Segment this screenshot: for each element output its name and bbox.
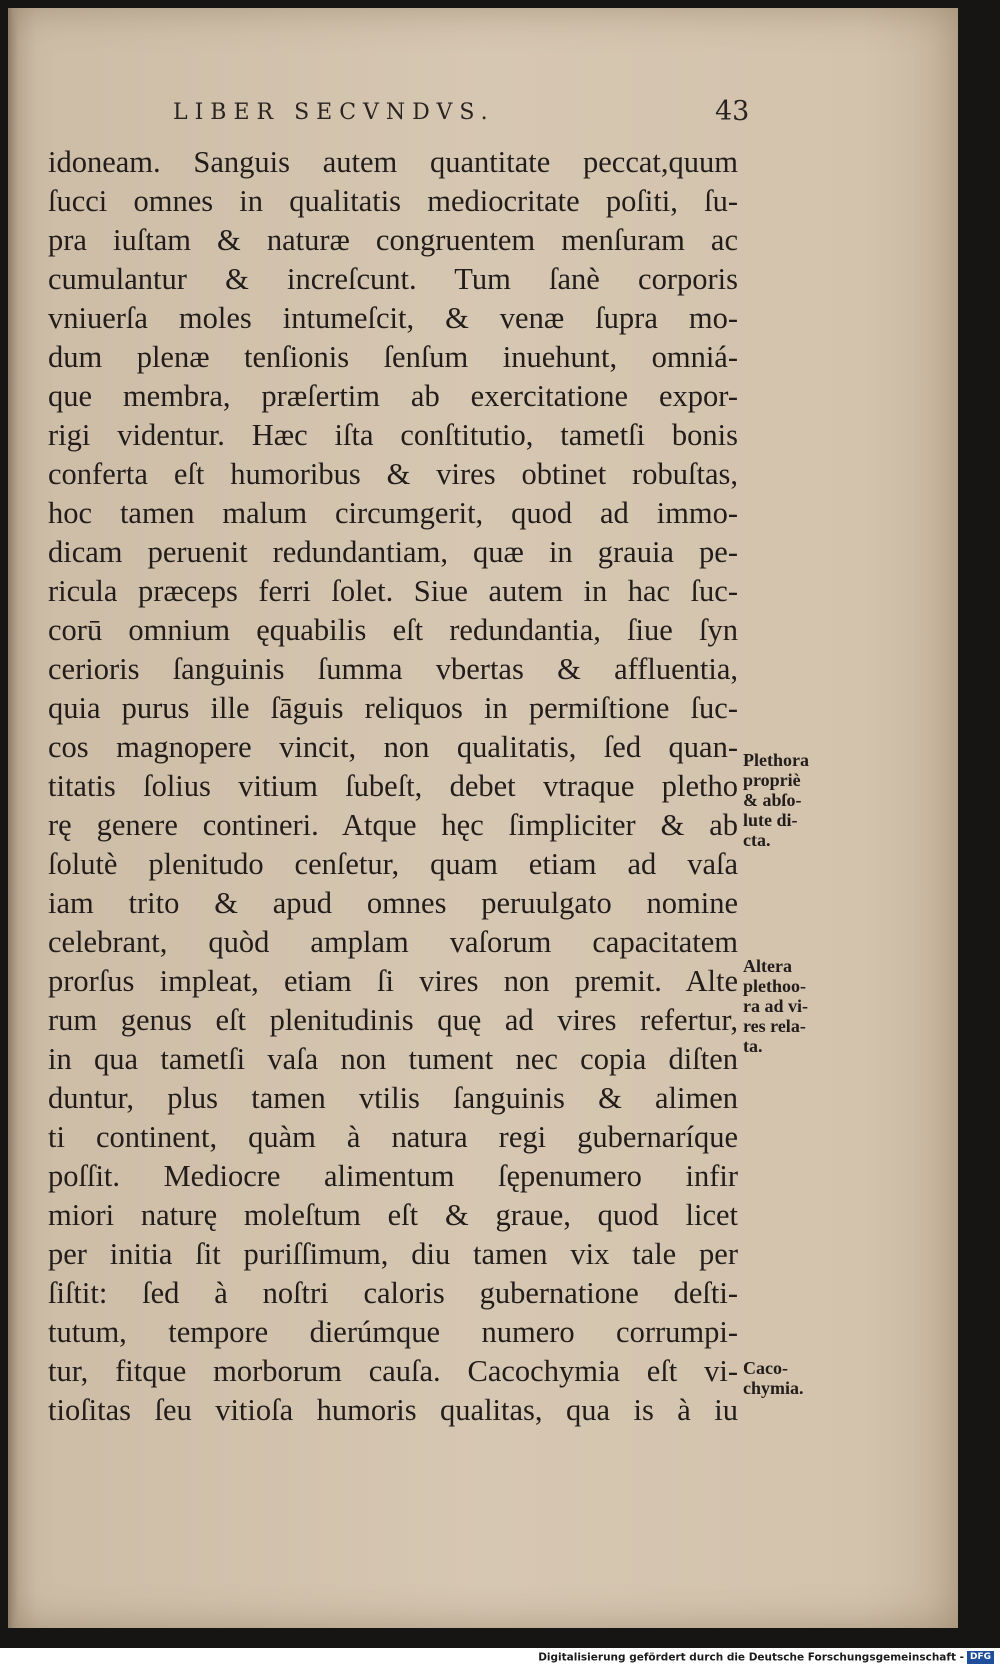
text-line: ſucci omnes in qualitatis mediocritate poſiti, ſu-: [48, 184, 738, 218]
text-line: cos magnopere vincit, non qualitatis, ſed quan-: [48, 730, 738, 764]
body-text: [48, 143, 738, 1430]
text-line: ſiſtit: ſed à noſtri caloris gubernatione deſti-: [48, 1276, 738, 1310]
text-line: miori naturę moleſtum eſt & graue, quod licet: [48, 1198, 738, 1232]
text-line: idoneam. Sanguis autem quantitate peccat,quum: [48, 145, 738, 179]
marginal-note-plethora: [743, 750, 838, 850]
text-line: quia purus ille ſāguis reliquos in permiſtione ſuc-: [48, 691, 738, 725]
marginal-line: & abſo-: [743, 790, 802, 810]
text-line: hoc tamen malum circumgerit, quod ad immo-: [48, 496, 738, 530]
marginal-line: Plethora: [743, 750, 809, 770]
marginal-line: res rela-: [743, 1016, 806, 1036]
text-line: dicam peruenit redundantiam, quæ in grauia pe-: [48, 535, 738, 569]
text-line: dum plenæ tenſionis ſenſum inuehunt, omniá-: [48, 340, 738, 374]
text-line: prorſus impleat, etiam ſi vires non premit. Alte: [48, 964, 738, 998]
text-line: rum genus eſt plenitudinis quę ad vires refertur,: [48, 1003, 738, 1037]
marginal-line: cta.: [743, 830, 771, 850]
running-title: LIBER SECVNDVS.: [173, 100, 495, 125]
marginal-line: ta.: [743, 1036, 763, 1056]
text-line: ſolutè plenitudo cenſetur, quam etiam ad vaſa: [48, 847, 738, 881]
marginal-line: Altera: [743, 956, 792, 976]
text-line: conferta eſt humoribus & vires obtinet robuſtas,: [48, 457, 738, 491]
text-line: celebrant, quòd amplam vaſorum capacitatem: [48, 925, 738, 959]
marginal-line: propriè: [743, 770, 801, 790]
text-line: vniuerſa moles intumeſcit, & venæ ſupra mo-: [48, 301, 738, 335]
text-line: cumulantur & increſcunt. Tum ſanè corporis: [48, 262, 738, 296]
text-line: per initia ſit puriſſimum, diu tamen vix tale per: [48, 1237, 738, 1271]
text-line: rigi videntur. Hæc iſta conſtitutio, tametſi bonis: [48, 418, 738, 452]
text-line: ti continent, quàm à natura regi gubernaríque: [48, 1120, 738, 1154]
marginal-line: chymia.: [743, 1378, 804, 1398]
book-page: [8, 8, 958, 1628]
text-line: cerioris ſanguinis ſumma vbertas & affluentia,: [48, 652, 738, 686]
marginal-line: plethoo-: [743, 976, 806, 996]
dfg-logo: DFG: [967, 1651, 994, 1664]
text-line: ricula præceps ferri ſolet. Siue autem in hac ſuc-: [48, 574, 738, 608]
text-line: corū omnium ęquabilis eſt redundantia, ſiue ſyn: [48, 613, 738, 647]
text-line: duntur, plus tamen vtilis ſanguinis & alimen: [48, 1081, 738, 1115]
text-line: iam trito & apud omnes peruulgato nomine: [48, 886, 738, 920]
text-line: poſſit. Mediocre alimentum ſępenumero infir: [48, 1159, 738, 1193]
text-line: tur, fitque morborum cauſa. Cacochymia eſt vi-: [48, 1354, 738, 1388]
text-line: tioſitas ſeu vitioſa humoris qualitas, qua is à iu: [48, 1393, 738, 1427]
text-line: tutum, tempore dierúmque numero corrumpi-: [48, 1315, 738, 1349]
text-line: que membra, præſertim ab exercitatione expor-: [48, 379, 738, 413]
text-line: pra iuſtam & naturæ congruentem menſuram ac: [48, 223, 738, 257]
page-edge: [8, 8, 18, 1628]
text-line: titatis ſolius vitium ſubeſt, debet vtraque pletho: [48, 769, 738, 803]
marginal-note-cacochymia: [743, 1358, 838, 1398]
digitization-credit: [538, 1651, 994, 1664]
marginal-line: ra ad vi-: [743, 996, 808, 1016]
page-number: 43: [715, 96, 750, 127]
marginal-note-altera-plethora: [743, 956, 838, 1056]
text-line: in qua tametſi vaſa non tument nec copia diſten: [48, 1042, 738, 1076]
marginal-line: Caco-: [743, 1358, 788, 1378]
credit-text: Digitalisierung gefördert durch die Deutsche Forschungsgemeinschaft -: [538, 1651, 964, 1664]
marginal-line: lute di-: [743, 810, 798, 830]
text-line: rę genere contineri. Atque hęc ſimpliciter & ab: [48, 808, 738, 842]
